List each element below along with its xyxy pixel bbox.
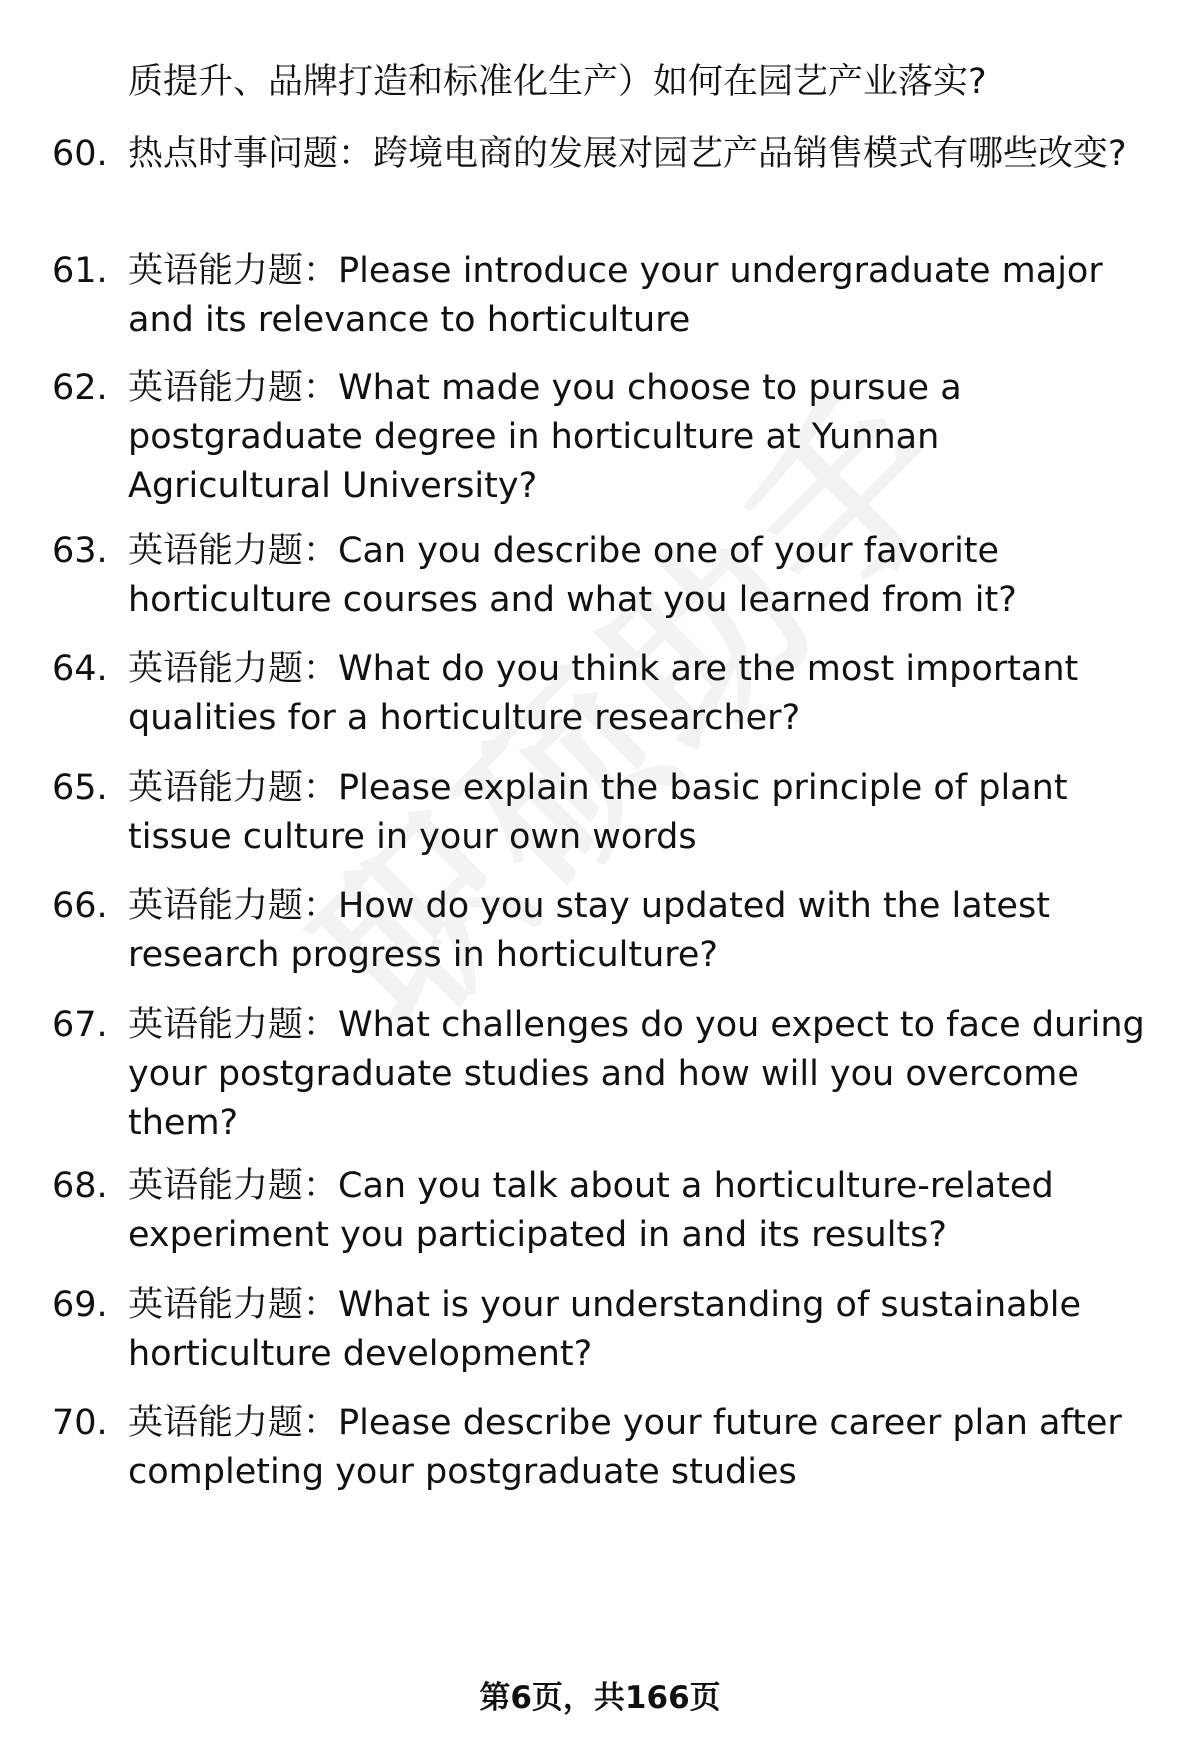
question-number: 65. [52,768,108,808]
question-text: 英语能力题：Can you describe one of your favorite horticulture courses and what you learned from it? [128,531,1017,620]
question-text: 英语能力题：Can you talk about a horticulture-related experiment you participated in and its results? [128,1166,1054,1255]
question-text: 英语能力题：Please introduce your undergraduate major and its relevance to horticulture [128,251,1103,340]
question-number: 67. [52,1005,108,1045]
question-text: 英语能力题：Please explain the basic principle of plant tissue culture in your own words [128,768,1068,857]
question-text: 英语能力题：What is your understanding of sustainable horticulture development? [128,1285,1082,1374]
page-footer: 第6页，共166页 [479,1680,721,1716]
question-number: 66. [52,886,108,926]
question-text: 英语能力题：Please describe your future career plan after completing your postgraduate studies [128,1403,1122,1492]
continued-question-text: 质提升、品牌打造和标准化生产）如何在园艺产业落实? [128,62,987,102]
question-text: 热点时事问题：跨境电商的发展对园艺产品销售模式有哪些改变? [128,134,1127,174]
question-number: 68. [52,1166,108,1206]
question-number: 60. [52,134,108,174]
question-text: 英语能力题：What challenges do you expect to face during your postgraduate studies and how will you overcome them? [128,1005,1145,1143]
question-text: 英语能力题：What do you think are the most important qualities for a horticulture researcher? [128,649,1079,738]
question-number: 62. [52,368,108,408]
question-text: 英语能力题：What made you choose to pursue a postgraduate degree in horticulture at Yunnan Agricultural University? [128,368,962,506]
question-text: 英语能力题：How do you stay updated with the latest research progress in horticulture? [128,886,1050,975]
question-number: 63. [52,531,108,571]
question-number: 61. [52,251,108,291]
question-number: 70. [52,1403,108,1443]
question-number: 64. [52,649,108,689]
question-number: 69. [52,1285,108,1325]
